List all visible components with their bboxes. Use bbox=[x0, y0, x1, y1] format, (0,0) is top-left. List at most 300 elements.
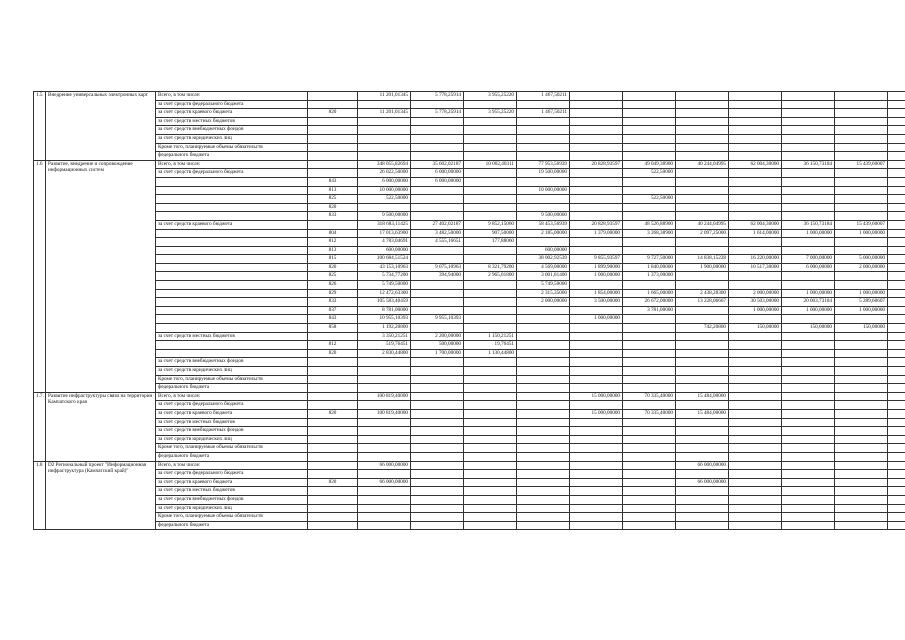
amount-cell bbox=[517, 315, 570, 324]
funding-source: за счет средств краевого бюджета bbox=[156, 409, 308, 418]
amount-cell bbox=[464, 246, 517, 255]
table-row bbox=[34, 478, 905, 487]
funding-source bbox=[156, 272, 308, 281]
table-row bbox=[34, 134, 905, 143]
table-row bbox=[34, 117, 905, 126]
amount-cell: 3 781,00000 bbox=[623, 306, 676, 315]
table-row bbox=[34, 392, 905, 401]
table-row bbox=[34, 298, 905, 307]
amount-cell: 30 503,00000 bbox=[729, 298, 782, 307]
budget-code bbox=[308, 100, 358, 109]
funding-source: за счет средств краевого бюджета bbox=[156, 109, 308, 118]
amount-cell bbox=[464, 203, 517, 212]
amount-cell bbox=[888, 504, 905, 513]
amount-cell bbox=[888, 126, 905, 135]
amount-cell bbox=[676, 452, 729, 461]
funding-source: за счет средств юридических лиц bbox=[156, 134, 308, 143]
amount-cell bbox=[411, 375, 464, 384]
amount-cell: 40 244,04995 bbox=[676, 220, 729, 229]
amount-cell: 15 484,00000 bbox=[676, 392, 729, 401]
amount-cell: 48 526,88900 bbox=[623, 220, 676, 229]
amount-cell bbox=[517, 117, 570, 126]
amount-cell bbox=[782, 435, 835, 444]
amount-cell: 1 467,50211 bbox=[517, 92, 570, 101]
amount-cell bbox=[676, 143, 729, 152]
amount-cell: 3 268,38900 bbox=[623, 229, 676, 238]
amount-cell bbox=[517, 495, 570, 504]
table-row bbox=[34, 160, 905, 169]
amount-cell bbox=[835, 195, 888, 204]
table-row bbox=[34, 324, 905, 333]
amount-cell bbox=[676, 246, 729, 255]
amount-cell bbox=[782, 418, 835, 427]
amount-cell bbox=[411, 126, 464, 135]
amount-cell bbox=[570, 169, 623, 178]
amount-cell bbox=[570, 100, 623, 109]
funding-source: федерального бюджета bbox=[156, 452, 308, 461]
amount-cell bbox=[835, 238, 888, 247]
amount-cell bbox=[888, 470, 905, 479]
amount-cell bbox=[835, 152, 888, 161]
funding-source: за счет средств федерального бюджета bbox=[156, 470, 308, 479]
amount-cell: 394,94000 bbox=[411, 272, 464, 281]
amount-cell bbox=[411, 409, 464, 418]
amount-cell: 5 749,50000 bbox=[517, 281, 570, 290]
amount-cell bbox=[729, 401, 782, 410]
funding-source: за счет средств внебюджетных фондов bbox=[156, 427, 308, 436]
amount-cell bbox=[782, 177, 835, 186]
budget-code bbox=[308, 427, 358, 436]
amount-cell bbox=[888, 143, 905, 152]
amount-cell bbox=[411, 246, 464, 255]
amount-cell bbox=[782, 384, 835, 393]
funding-source bbox=[156, 324, 308, 333]
amount-cell: 16 220,00000 bbox=[729, 255, 782, 264]
amount-cell bbox=[729, 495, 782, 504]
table-row bbox=[34, 315, 905, 324]
amount-cell bbox=[411, 212, 464, 221]
amount-cell bbox=[888, 109, 905, 118]
amount-cell bbox=[464, 418, 517, 427]
amount-cell: 1 854,00000 bbox=[570, 289, 623, 298]
amount-cell bbox=[411, 452, 464, 461]
amount-cell bbox=[782, 169, 835, 178]
amount-cell: 43 153,10963 bbox=[358, 263, 411, 272]
amount-cell bbox=[888, 263, 905, 272]
amount-cell bbox=[676, 513, 729, 522]
amount-cell bbox=[411, 435, 464, 444]
amount-cell bbox=[570, 367, 623, 376]
amount-cell bbox=[517, 470, 570, 479]
amount-cell bbox=[411, 203, 464, 212]
budget-code: 813 bbox=[308, 246, 358, 255]
amount-cell bbox=[570, 238, 623, 247]
amount-cell bbox=[888, 435, 905, 444]
table-row bbox=[34, 143, 905, 152]
amount-cell: 1 130,44800 bbox=[464, 349, 517, 358]
amount-cell bbox=[676, 427, 729, 436]
funding-source bbox=[156, 246, 308, 255]
amount-cell bbox=[570, 384, 623, 393]
amount-cell bbox=[411, 324, 464, 333]
amount-cell bbox=[888, 367, 905, 376]
amount-cell bbox=[729, 478, 782, 487]
amount-cell: 20 828,93597 bbox=[570, 220, 623, 229]
amount-cell bbox=[411, 281, 464, 290]
amount-cell bbox=[729, 272, 782, 281]
table-row bbox=[34, 358, 905, 367]
amount-cell bbox=[623, 203, 676, 212]
amount-cell bbox=[835, 409, 888, 418]
amount-cell: 1 000,00000 bbox=[782, 229, 835, 238]
budget-code: 825 bbox=[308, 272, 358, 281]
amount-cell bbox=[411, 367, 464, 376]
amount-cell bbox=[835, 134, 888, 143]
amount-cell bbox=[411, 100, 464, 109]
table-row bbox=[34, 306, 905, 315]
amount-cell bbox=[676, 186, 729, 195]
amount-cell bbox=[729, 117, 782, 126]
amount-cell: 3 955,25220 bbox=[464, 92, 517, 101]
amount-cell bbox=[888, 186, 905, 195]
amount-cell bbox=[835, 126, 888, 135]
funding-source: за счет средств местных бюджетов bbox=[156, 487, 308, 496]
amount-cell bbox=[464, 358, 517, 367]
amount-cell: 70 335,40000 bbox=[623, 409, 676, 418]
amount-cell bbox=[782, 281, 835, 290]
amount-cell: 13 228,06667 bbox=[676, 298, 729, 307]
amount-cell: 2 185,00000 bbox=[517, 229, 570, 238]
amount-cell: 70 335,40000 bbox=[623, 392, 676, 401]
amount-cell bbox=[835, 504, 888, 513]
table-row bbox=[34, 513, 905, 522]
amount-cell: 6 000,00000 bbox=[782, 263, 835, 272]
table-row bbox=[34, 349, 905, 358]
amount-cell bbox=[676, 238, 729, 247]
amount-cell: 100 819,40000 bbox=[358, 409, 411, 418]
amount-cell bbox=[676, 109, 729, 118]
amount-cell bbox=[623, 186, 676, 195]
amount-cell bbox=[623, 332, 676, 341]
budget-code bbox=[308, 435, 358, 444]
amount-cell bbox=[782, 315, 835, 324]
amount-cell: 519,76451 bbox=[358, 341, 411, 350]
amount-cell bbox=[729, 126, 782, 135]
amount-cell: 66 000,00000 bbox=[358, 461, 411, 470]
amount-cell bbox=[835, 212, 888, 221]
amount-cell: 9 500,00000 bbox=[517, 212, 570, 221]
budget-code bbox=[308, 392, 358, 401]
amount-cell bbox=[888, 160, 905, 169]
budget-code: 837 bbox=[308, 306, 358, 315]
amount-cell bbox=[411, 358, 464, 367]
amount-cell bbox=[835, 117, 888, 126]
funding-source: за счет средств краевого бюджета bbox=[156, 478, 308, 487]
amount-cell: 1 000,00000 bbox=[782, 289, 835, 298]
funding-source: Всего, в том числе: bbox=[156, 92, 308, 101]
amount-cell bbox=[358, 126, 411, 135]
budget-code bbox=[308, 495, 358, 504]
amount-cell: 66 000,00000 bbox=[676, 461, 729, 470]
amount-cell bbox=[570, 427, 623, 436]
amount-cell: 38 002,92539 bbox=[517, 255, 570, 264]
amount-cell bbox=[835, 246, 888, 255]
amount-cell bbox=[835, 444, 888, 453]
funding-source: федерального бюджета bbox=[156, 152, 308, 161]
amount-cell bbox=[517, 452, 570, 461]
amount-cell bbox=[729, 177, 782, 186]
amount-cell bbox=[729, 143, 782, 152]
budget-code bbox=[308, 513, 358, 522]
amount-cell bbox=[782, 427, 835, 436]
table-row bbox=[34, 427, 905, 436]
amount-cell bbox=[358, 375, 411, 384]
amount-cell bbox=[623, 367, 676, 376]
amount-cell bbox=[464, 100, 517, 109]
amount-cell bbox=[729, 134, 782, 143]
amount-cell bbox=[464, 521, 517, 530]
amount-cell bbox=[782, 195, 835, 204]
funding-source bbox=[156, 177, 308, 186]
amount-cell bbox=[835, 272, 888, 281]
amount-cell: 348 055,82694 bbox=[358, 160, 411, 169]
amount-cell: 150,00000 bbox=[729, 324, 782, 333]
amount-cell bbox=[623, 401, 676, 410]
table-row bbox=[34, 452, 905, 461]
amount-cell: 6 000,00000 bbox=[411, 169, 464, 178]
amount-cell bbox=[464, 435, 517, 444]
amount-cell bbox=[729, 212, 782, 221]
amount-cell bbox=[676, 401, 729, 410]
amount-cell bbox=[729, 152, 782, 161]
amount-cell bbox=[358, 513, 411, 522]
amount-cell bbox=[623, 324, 676, 333]
amount-cell bbox=[676, 332, 729, 341]
budget-code: 815 bbox=[308, 255, 358, 264]
amount-cell bbox=[888, 246, 905, 255]
budget-code: 829 bbox=[308, 289, 358, 298]
funding-source: за счет средств юридических лиц bbox=[156, 504, 308, 513]
amount-cell: 1 373,00000 bbox=[623, 272, 676, 281]
amount-cell: 2 438,28300 bbox=[676, 289, 729, 298]
amount-cell: 5 734,77200 bbox=[358, 272, 411, 281]
amount-cell bbox=[676, 281, 729, 290]
amount-cell bbox=[782, 392, 835, 401]
amount-cell bbox=[888, 392, 905, 401]
table-row bbox=[34, 238, 905, 247]
section-name: Развитие инфраструктуры связи на территории Камчатского края bbox=[46, 392, 156, 461]
amount-cell: 36 150,73184 bbox=[782, 160, 835, 169]
budget-code bbox=[308, 332, 358, 341]
amount-cell bbox=[782, 513, 835, 522]
amount-cell bbox=[517, 435, 570, 444]
amount-cell bbox=[888, 375, 905, 384]
amount-cell: 9 955,10393 bbox=[411, 315, 464, 324]
amount-cell bbox=[623, 143, 676, 152]
funding-source: Всего, в том числе: bbox=[156, 461, 308, 470]
amount-cell bbox=[835, 427, 888, 436]
amount-cell bbox=[517, 100, 570, 109]
amount-cell: 1 467,50211 bbox=[517, 109, 570, 118]
amount-cell bbox=[517, 375, 570, 384]
amount-cell bbox=[623, 246, 676, 255]
funding-source: за счет средств местных бюджетов bbox=[156, 418, 308, 427]
section-name: D2 Региональный проект "Информационная инфраструктура (Камчатский край)" bbox=[46, 461, 156, 530]
amount-cell bbox=[888, 461, 905, 470]
amount-cell bbox=[888, 487, 905, 496]
amount-cell bbox=[782, 521, 835, 530]
amount-cell: 14 838,15228 bbox=[676, 255, 729, 264]
amount-cell: 17 013,63900 bbox=[358, 229, 411, 238]
amount-cell bbox=[782, 478, 835, 487]
amount-cell bbox=[570, 143, 623, 152]
amount-cell bbox=[835, 418, 888, 427]
amount-cell bbox=[411, 152, 464, 161]
amount-cell bbox=[358, 435, 411, 444]
amount-cell bbox=[835, 349, 888, 358]
amount-cell bbox=[676, 134, 729, 143]
amount-cell bbox=[464, 315, 517, 324]
table-row bbox=[34, 246, 905, 255]
amount-cell: 19,76451 bbox=[464, 341, 517, 350]
amount-cell bbox=[464, 306, 517, 315]
amount-cell: 522,50000 bbox=[623, 169, 676, 178]
amount-cell bbox=[570, 281, 623, 290]
amount-cell bbox=[517, 401, 570, 410]
amount-cell: 1 700,00000 bbox=[411, 349, 464, 358]
amount-cell bbox=[517, 349, 570, 358]
amount-cell: 10 002,40311 bbox=[464, 160, 517, 169]
budget-code bbox=[308, 143, 358, 152]
amount-cell bbox=[729, 521, 782, 530]
amount-cell bbox=[782, 444, 835, 453]
amount-cell bbox=[676, 495, 729, 504]
amount-cell: 3 001,81400 bbox=[517, 272, 570, 281]
amount-cell bbox=[676, 212, 729, 221]
amount-cell bbox=[623, 315, 676, 324]
amount-cell bbox=[782, 409, 835, 418]
amount-cell bbox=[623, 470, 676, 479]
amount-cell bbox=[517, 444, 570, 453]
amount-cell bbox=[517, 152, 570, 161]
table-row bbox=[34, 435, 905, 444]
amount-cell bbox=[517, 238, 570, 247]
amount-cell: 105 583,40459 bbox=[358, 298, 411, 307]
funding-source bbox=[156, 289, 308, 298]
amount-cell: 5 289,60607 bbox=[835, 298, 888, 307]
funding-source: за счет средств местных бюджетов bbox=[156, 117, 308, 126]
amount-cell bbox=[570, 152, 623, 161]
amount-cell bbox=[782, 186, 835, 195]
amount-cell bbox=[464, 186, 517, 195]
amount-cell bbox=[411, 521, 464, 530]
amount-cell: 150,00000 bbox=[782, 324, 835, 333]
amount-cell bbox=[464, 478, 517, 487]
amount-cell bbox=[517, 358, 570, 367]
funding-source bbox=[156, 315, 308, 324]
amount-cell: 2 097,25000 bbox=[676, 229, 729, 238]
amount-cell bbox=[676, 203, 729, 212]
budget-code bbox=[308, 160, 358, 169]
budget-code bbox=[308, 152, 358, 161]
amount-cell bbox=[464, 452, 517, 461]
amount-cell bbox=[782, 246, 835, 255]
funding-source bbox=[156, 212, 308, 221]
amount-cell bbox=[782, 109, 835, 118]
amount-cell bbox=[411, 117, 464, 126]
amount-cell bbox=[888, 92, 905, 101]
amount-cell: 6 000,00000 bbox=[358, 177, 411, 186]
table-row bbox=[34, 177, 905, 186]
table-row bbox=[34, 332, 905, 341]
amount-cell bbox=[517, 203, 570, 212]
amount-cell bbox=[358, 427, 411, 436]
amount-cell: 2 315,35000 bbox=[517, 289, 570, 298]
table-row bbox=[34, 521, 905, 530]
amount-cell: 1 379,00000 bbox=[570, 229, 623, 238]
amount-cell bbox=[888, 513, 905, 522]
amount-cell: 3 482,50000 bbox=[411, 229, 464, 238]
budget-code: 826 bbox=[308, 281, 358, 290]
amount-cell: 15 484,00000 bbox=[676, 409, 729, 418]
amount-cell bbox=[729, 186, 782, 195]
amount-cell bbox=[782, 272, 835, 281]
amount-cell: 1 665,00000 bbox=[623, 289, 676, 298]
funding-source bbox=[156, 203, 308, 212]
amount-cell bbox=[411, 478, 464, 487]
amount-cell bbox=[464, 126, 517, 135]
amount-cell bbox=[676, 358, 729, 367]
amount-cell bbox=[570, 186, 623, 195]
amount-cell bbox=[729, 238, 782, 247]
funding-source bbox=[156, 238, 308, 247]
amount-cell bbox=[411, 143, 464, 152]
amount-cell bbox=[517, 341, 570, 350]
table-row bbox=[34, 195, 905, 204]
amount-cell bbox=[888, 212, 905, 221]
amount-cell bbox=[729, 513, 782, 522]
amount-cell bbox=[835, 341, 888, 350]
amount-cell: 15 000,00000 bbox=[570, 409, 623, 418]
amount-cell bbox=[729, 452, 782, 461]
table-row bbox=[34, 281, 905, 290]
amount-cell bbox=[782, 341, 835, 350]
budget-code: 804 bbox=[308, 229, 358, 238]
amount-cell bbox=[888, 384, 905, 393]
amount-cell bbox=[782, 375, 835, 384]
amount-cell bbox=[782, 470, 835, 479]
budget-code: 812 bbox=[308, 341, 358, 350]
amount-cell bbox=[570, 401, 623, 410]
amount-cell bbox=[676, 117, 729, 126]
amount-cell bbox=[835, 375, 888, 384]
budget-code bbox=[308, 384, 358, 393]
budget-code: 843 bbox=[308, 177, 358, 186]
amount-cell bbox=[676, 435, 729, 444]
amount-cell bbox=[570, 341, 623, 350]
table-row bbox=[34, 409, 905, 418]
amount-cell bbox=[676, 444, 729, 453]
funding-source: Кроме того, планируемые объемы обязательств bbox=[156, 143, 308, 152]
amount-cell bbox=[464, 134, 517, 143]
budget-code: 812 bbox=[308, 238, 358, 247]
amount-cell bbox=[888, 203, 905, 212]
amount-cell bbox=[729, 109, 782, 118]
amount-cell: 2 200,00000 bbox=[411, 332, 464, 341]
amount-cell: 62 004,30000 bbox=[729, 220, 782, 229]
amount-cell: 2 000,00000 bbox=[729, 289, 782, 298]
section-number: 1.6 bbox=[34, 160, 46, 392]
